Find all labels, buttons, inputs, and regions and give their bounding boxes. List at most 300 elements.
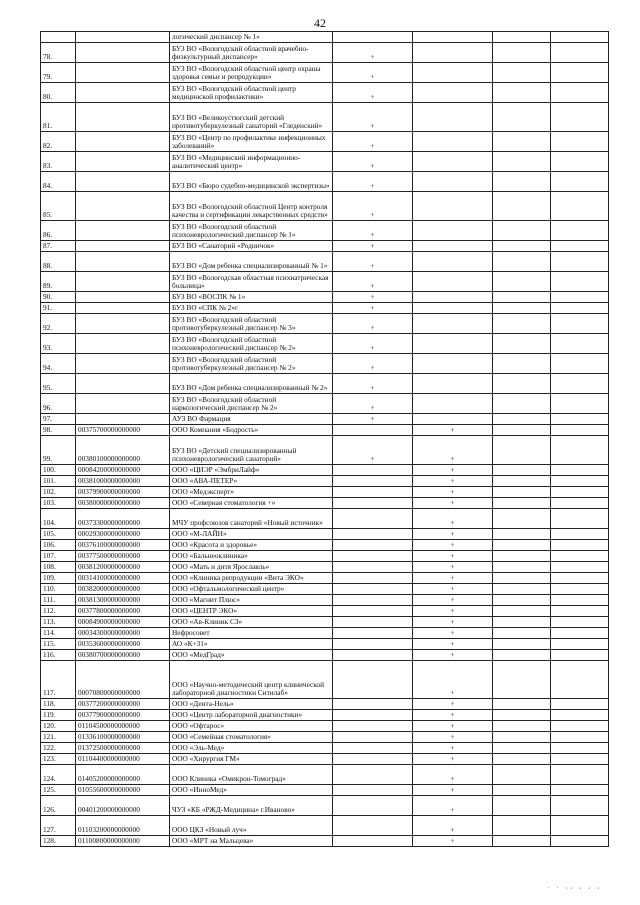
organization-name: ООО «Магнит Плюс» (170, 595, 333, 606)
table-row (41, 172, 609, 192)
row-number: 124. (41, 765, 76, 785)
organization-name: ООО «Красота и здоровье» (170, 540, 333, 551)
mark-column-d (551, 487, 609, 498)
mark-column-a: + (333, 252, 413, 272)
mark-column-c (493, 699, 551, 710)
table-row (41, 63, 609, 83)
table-row (41, 606, 609, 617)
row-number: 96. (41, 394, 76, 414)
organization-name: БУЗ ВО «Санаторий «Родничок» (170, 241, 333, 252)
mark-column-a (333, 476, 413, 487)
mark-column-a (333, 529, 413, 540)
row-number: 81. (41, 103, 76, 132)
mark-column-a: + (333, 292, 413, 303)
mark-column-b: + (413, 540, 493, 551)
organization-name: БУЗ ВО «Вологодский областной врачебно-физкультурный диспансер» (170, 43, 333, 63)
mark-column-b (413, 43, 493, 63)
mark-column-d (551, 425, 609, 436)
mark-column-c (493, 292, 551, 303)
mark-column-d (551, 639, 609, 650)
row-number: 127. (41, 816, 76, 836)
table-row (41, 765, 609, 785)
table-row (41, 354, 609, 374)
table-row (41, 628, 609, 639)
mark-column-c (493, 584, 551, 595)
mark-column-d (551, 241, 609, 252)
mark-column-a: + (333, 394, 413, 414)
mark-column-c (493, 374, 551, 394)
organization-name: БУЗ ВО «Дом ребенка специализированный № 1» (170, 252, 333, 272)
mark-column-d (551, 509, 609, 529)
mark-column-d (551, 743, 609, 754)
registry-number (76, 132, 170, 152)
table-row (41, 595, 609, 606)
mark-column-b: + (413, 628, 493, 639)
registry-number: 00353600000000000 (76, 639, 170, 650)
page-number: 42 (314, 16, 326, 30)
table-row (41, 314, 609, 334)
registry-number: 00381000000000000 (76, 476, 170, 487)
mark-column-a: + (333, 221, 413, 241)
row-number: 119. (41, 710, 76, 721)
mark-column-c (493, 394, 551, 414)
table-row (41, 732, 609, 743)
row-number: 121. (41, 732, 76, 743)
registry-number (76, 252, 170, 272)
registry-number: 00377900000000000 (76, 710, 170, 721)
mark-column-d (551, 414, 609, 425)
mark-column-b (413, 132, 493, 152)
mark-column-a (333, 595, 413, 606)
mark-column-a (333, 754, 413, 765)
mark-column-d (551, 573, 609, 584)
mark-column-d (551, 436, 609, 465)
registry-number (76, 241, 170, 252)
row-number: 92. (41, 314, 76, 334)
registry-number (76, 354, 170, 374)
organization-name: ООО «Медэксперт» (170, 487, 333, 498)
registry-number (76, 192, 170, 221)
mark-column-c (493, 425, 551, 436)
table-row (41, 394, 609, 414)
mark-column-d (551, 721, 609, 732)
registry-number: 00381300000000000 (76, 595, 170, 606)
mark-column-a (333, 465, 413, 476)
row-number: 84. (41, 172, 76, 192)
mark-column-c (493, 152, 551, 172)
row-number: 78. (41, 43, 76, 63)
mark-column-b (413, 292, 493, 303)
registry-number: 01100800000000000 (76, 836, 170, 847)
registry-number: 00034300000000000 (76, 628, 170, 639)
registry-number: 00314100000000000 (76, 573, 170, 584)
table-row (41, 584, 609, 595)
mark-column-d (551, 498, 609, 509)
table-row (41, 303, 609, 314)
mark-column-a (333, 551, 413, 562)
organization-name: ООО «Дента-Нель» (170, 699, 333, 710)
table-row (41, 476, 609, 487)
mark-column-a (333, 425, 413, 436)
mark-column-a: + (333, 43, 413, 63)
mark-column-d (551, 272, 609, 292)
organization-name: БУЗ ВО «Вологодский областной противотуберкулезный диспансер № 3» (170, 314, 333, 334)
mark-column-c (493, 103, 551, 132)
organization-name: ООО «Эль-Мед» (170, 743, 333, 754)
row-number (41, 32, 76, 43)
mark-column-d (551, 192, 609, 221)
row-number: 83. (41, 152, 76, 172)
organization-name: ООО «Центр лабораторной диагностики» (170, 710, 333, 721)
mark-column-c (493, 721, 551, 732)
mark-column-c (493, 785, 551, 796)
row-number: 110. (41, 584, 76, 595)
organization-name: ООО «Научно-методический центр клинической лабораторной диагностики Ситилаб» (170, 661, 333, 699)
mark-column-b: + (413, 732, 493, 743)
registry-number (76, 272, 170, 292)
registry-number: 00070800000000000 (76, 661, 170, 699)
organization-name: ООО «Ав-Клиник СЗ» (170, 617, 333, 628)
organization-name: БУЗ ВО «Центр по профилактике инфекционных заболеваний» (170, 132, 333, 152)
row-number: 126. (41, 796, 76, 816)
registry-number: 00401200000000000 (76, 796, 170, 816)
row-number: 79. (41, 63, 76, 83)
mark-column-a (333, 710, 413, 721)
mark-column-b (413, 32, 493, 43)
mark-column-b: + (413, 562, 493, 573)
row-number: 117. (41, 661, 76, 699)
mark-column-d (551, 836, 609, 847)
mark-column-d (551, 710, 609, 721)
row-number: 112. (41, 606, 76, 617)
registry-number (76, 221, 170, 241)
organization-name: ООО «Клиника репродукции «Вита ЭКО» (170, 573, 333, 584)
table-row (41, 252, 609, 272)
mark-column-b: + (413, 836, 493, 847)
table-row (41, 816, 609, 836)
table-row (41, 272, 609, 292)
mark-column-c (493, 710, 551, 721)
mark-column-c (493, 436, 551, 465)
registry-number: 01104400000000000 (76, 754, 170, 765)
mark-column-a (333, 639, 413, 650)
organization-name: ООО ЦКЗ «Новый луч» (170, 816, 333, 836)
mark-column-d (551, 172, 609, 192)
table-row (41, 465, 609, 476)
organization-name: ООО «АВА-ПЕТЕР» (170, 476, 333, 487)
table-row (41, 573, 609, 584)
row-number: 103. (41, 498, 76, 509)
mark-column-a (333, 487, 413, 498)
mark-column-d (551, 551, 609, 562)
mark-column-a (333, 32, 413, 43)
mark-column-c (493, 272, 551, 292)
organization-name: БУЗ ВО «Бюро судебно-медицинской экспертизы» (170, 172, 333, 192)
organization-name: ООО «Офтальмологический центр» (170, 584, 333, 595)
mark-column-a (333, 573, 413, 584)
organization-name: ООО «Бальнеоклиника» (170, 551, 333, 562)
registry-number (76, 292, 170, 303)
mark-column-a: + (333, 374, 413, 394)
registry-number: 00084900000000000 (76, 617, 170, 628)
table-row (41, 540, 609, 551)
scan-artifact-mark: . . ,, , , , (548, 884, 602, 890)
mark-column-a (333, 661, 413, 699)
mark-column-c (493, 314, 551, 334)
mark-column-d (551, 606, 609, 617)
registry-number: 01405200000000000 (76, 765, 170, 785)
mark-column-b: + (413, 785, 493, 796)
mark-column-d (551, 83, 609, 103)
mark-column-a (333, 540, 413, 551)
mark-column-d (551, 132, 609, 152)
organization-name: БУЗ ВО «Детский специализированный психоневрологический санаторий» (170, 436, 333, 465)
mark-column-a: + (333, 303, 413, 314)
organization-name: ООО «МедГрад» (170, 650, 333, 661)
table-row (41, 241, 609, 252)
mark-column-c (493, 732, 551, 743)
mark-column-c (493, 43, 551, 63)
mark-column-b (413, 241, 493, 252)
table-row (41, 836, 609, 847)
mark-column-d (551, 314, 609, 334)
row-number: 111. (41, 595, 76, 606)
mark-column-c (493, 172, 551, 192)
table-row (41, 43, 609, 63)
mark-column-b (413, 354, 493, 374)
mark-column-d (551, 252, 609, 272)
mark-column-d (551, 562, 609, 573)
mark-column-a (333, 732, 413, 743)
mark-column-c (493, 498, 551, 509)
mark-column-a: + (333, 192, 413, 221)
row-number: 93. (41, 334, 76, 354)
mark-column-b (413, 172, 493, 192)
registry-number: 00377800000000000 (76, 606, 170, 617)
registry-number (76, 83, 170, 103)
table-row (41, 699, 609, 710)
registry-number (76, 103, 170, 132)
organization-name: БУЗ ВО «СПК № 2»г (170, 303, 333, 314)
mark-column-c (493, 639, 551, 650)
mark-column-a (333, 509, 413, 529)
mark-column-a: + (333, 172, 413, 192)
mark-column-a: + (333, 436, 413, 465)
table-row (41, 425, 609, 436)
mark-column-c (493, 32, 551, 43)
organization-name: логический диспансер № 1» (170, 32, 333, 43)
organization-name: БУЗ ВО «Вологодский областной центр охраны здоровья семьи и репродукции» (170, 63, 333, 83)
organization-name: БУЗ ВО «Дом ребенка специализированный № 2» (170, 374, 333, 394)
table-row (41, 785, 609, 796)
registry-number: 00380700000000000 (76, 650, 170, 661)
mark-column-d (551, 43, 609, 63)
mark-column-c (493, 540, 551, 551)
mark-column-a (333, 617, 413, 628)
mark-column-b: + (413, 425, 493, 436)
mark-column-c (493, 595, 551, 606)
table-row (41, 32, 609, 43)
table-row (41, 617, 609, 628)
mark-column-b: + (413, 498, 493, 509)
mark-column-b (413, 314, 493, 334)
mark-column-c (493, 83, 551, 103)
organization-name: БУЗ ВО «Великоустюгский детский противотуберкулезный санаторий «Гледенский» (170, 103, 333, 132)
mark-column-b: + (413, 465, 493, 476)
mark-column-b: + (413, 816, 493, 836)
row-number: 86. (41, 221, 76, 241)
mark-column-b: + (413, 573, 493, 584)
mark-column-b: + (413, 436, 493, 465)
mark-column-b: + (413, 710, 493, 721)
mark-column-d (551, 540, 609, 551)
organization-name: ООО «ИнноМед» (170, 785, 333, 796)
mark-column-c (493, 754, 551, 765)
row-number: 108. (41, 562, 76, 573)
registry-number: 00373300000000000 (76, 509, 170, 529)
mark-column-d (551, 628, 609, 639)
table-row (41, 529, 609, 540)
mark-column-b: + (413, 721, 493, 732)
mark-column-a: + (333, 83, 413, 103)
mark-column-a (333, 743, 413, 754)
registry-number: 00375700000000000 (76, 425, 170, 436)
mark-column-b: + (413, 584, 493, 595)
mark-column-a (333, 765, 413, 785)
mark-column-b (413, 394, 493, 414)
mark-column-b: + (413, 765, 493, 785)
mark-column-d (551, 650, 609, 661)
table-row (41, 192, 609, 221)
organization-name: ООО «Мать и дитя Ярославль» (170, 562, 333, 573)
mark-column-d (551, 617, 609, 628)
organization-name: ООО «ЦЕНТР ЭКО» (170, 606, 333, 617)
organization-name: ЧУЗ «КБ «РЖД-Медицина» г.Иваново» (170, 796, 333, 816)
table-row (41, 639, 609, 650)
mark-column-b (413, 272, 493, 292)
mark-column-c (493, 192, 551, 221)
organization-name: АО «К+31» (170, 639, 333, 650)
row-number: 97. (41, 414, 76, 425)
mark-column-b: + (413, 551, 493, 562)
mark-column-c (493, 661, 551, 699)
mark-column-a: + (333, 414, 413, 425)
registry-number: 01104500000000000 (76, 721, 170, 732)
organization-name: БУЗ ВО «Вологодский областной центр медицинской профилактики» (170, 83, 333, 103)
mark-column-b (413, 63, 493, 83)
mark-column-c (493, 414, 551, 425)
registry-number (76, 314, 170, 334)
mark-column-b: + (413, 754, 493, 765)
mark-column-b (413, 152, 493, 172)
mark-column-d (551, 765, 609, 785)
mark-column-d (551, 816, 609, 836)
mark-column-d (551, 465, 609, 476)
row-number: 87. (41, 241, 76, 252)
registry-number (76, 303, 170, 314)
row-number: 82. (41, 132, 76, 152)
mark-column-d (551, 394, 609, 414)
table-row (41, 562, 609, 573)
row-number: 109. (41, 573, 76, 584)
mark-column-c (493, 63, 551, 83)
organization-name: БУЗ ВО «Вологодский областной психоневрологический диспансер № 1» (170, 221, 333, 241)
mark-column-a: + (333, 354, 413, 374)
mark-column-d (551, 754, 609, 765)
row-number: 101. (41, 476, 76, 487)
row-number: 94. (41, 354, 76, 374)
mark-column-d (551, 476, 609, 487)
row-number: 107. (41, 551, 76, 562)
registry-number: 00380000000000000 (76, 498, 170, 509)
row-number: 125. (41, 785, 76, 796)
mark-column-a: + (333, 314, 413, 334)
mark-column-d (551, 796, 609, 816)
row-number: 89. (41, 272, 76, 292)
organization-name: БУЗ ВО «Вологодский областной Центр контроля качества и сертификации лекарственных средств» (170, 192, 333, 221)
mark-column-a: + (333, 334, 413, 354)
table-row (41, 721, 609, 732)
mark-column-d (551, 303, 609, 314)
registry-number (76, 414, 170, 425)
table-row (41, 152, 609, 172)
table-row (41, 83, 609, 103)
registry-number: 00029300000000000 (76, 529, 170, 540)
mark-column-c (493, 303, 551, 314)
organization-name: ООО Клиника «Омикрон-Томоград» (170, 765, 333, 785)
mark-column-c (493, 617, 551, 628)
mark-column-a: + (333, 103, 413, 132)
mark-column-a (333, 584, 413, 595)
registry-number: 01055600000000000 (76, 785, 170, 796)
mark-column-b: + (413, 476, 493, 487)
mark-column-d (551, 661, 609, 699)
mark-column-c (493, 252, 551, 272)
mark-column-c (493, 562, 551, 573)
mark-column-d (551, 374, 609, 394)
organization-name: ООО «Хирургия ГМ» (170, 754, 333, 765)
registry-number: 00084200000000000 (76, 465, 170, 476)
mark-column-c (493, 606, 551, 617)
mark-column-a: + (333, 132, 413, 152)
mark-column-b (413, 192, 493, 221)
mark-column-c (493, 628, 551, 639)
table-row (41, 509, 609, 529)
registry-number (76, 374, 170, 394)
registry-number: 01336100000000000 (76, 732, 170, 743)
table-row (41, 551, 609, 562)
registry-number: 00377200000000000 (76, 699, 170, 710)
row-number: 88. (41, 252, 76, 272)
registry-number (76, 394, 170, 414)
mark-column-d (551, 785, 609, 796)
mark-column-d (551, 32, 609, 43)
organization-name: ООО «ЦИЭР «ЭмбриЛайф» (170, 465, 333, 476)
row-number: 102. (41, 487, 76, 498)
mark-column-c (493, 354, 551, 374)
mark-column-c (493, 836, 551, 847)
registry-number: 00380100000000000 (76, 436, 170, 465)
mark-column-c (493, 765, 551, 785)
registry-table (40, 31, 609, 847)
row-number: 91. (41, 303, 76, 314)
mark-column-c (493, 573, 551, 584)
mark-column-a: + (333, 272, 413, 292)
registry-table-body (41, 32, 609, 847)
mark-column-d (551, 529, 609, 540)
mark-column-b (413, 83, 493, 103)
mark-column-a: + (333, 152, 413, 172)
